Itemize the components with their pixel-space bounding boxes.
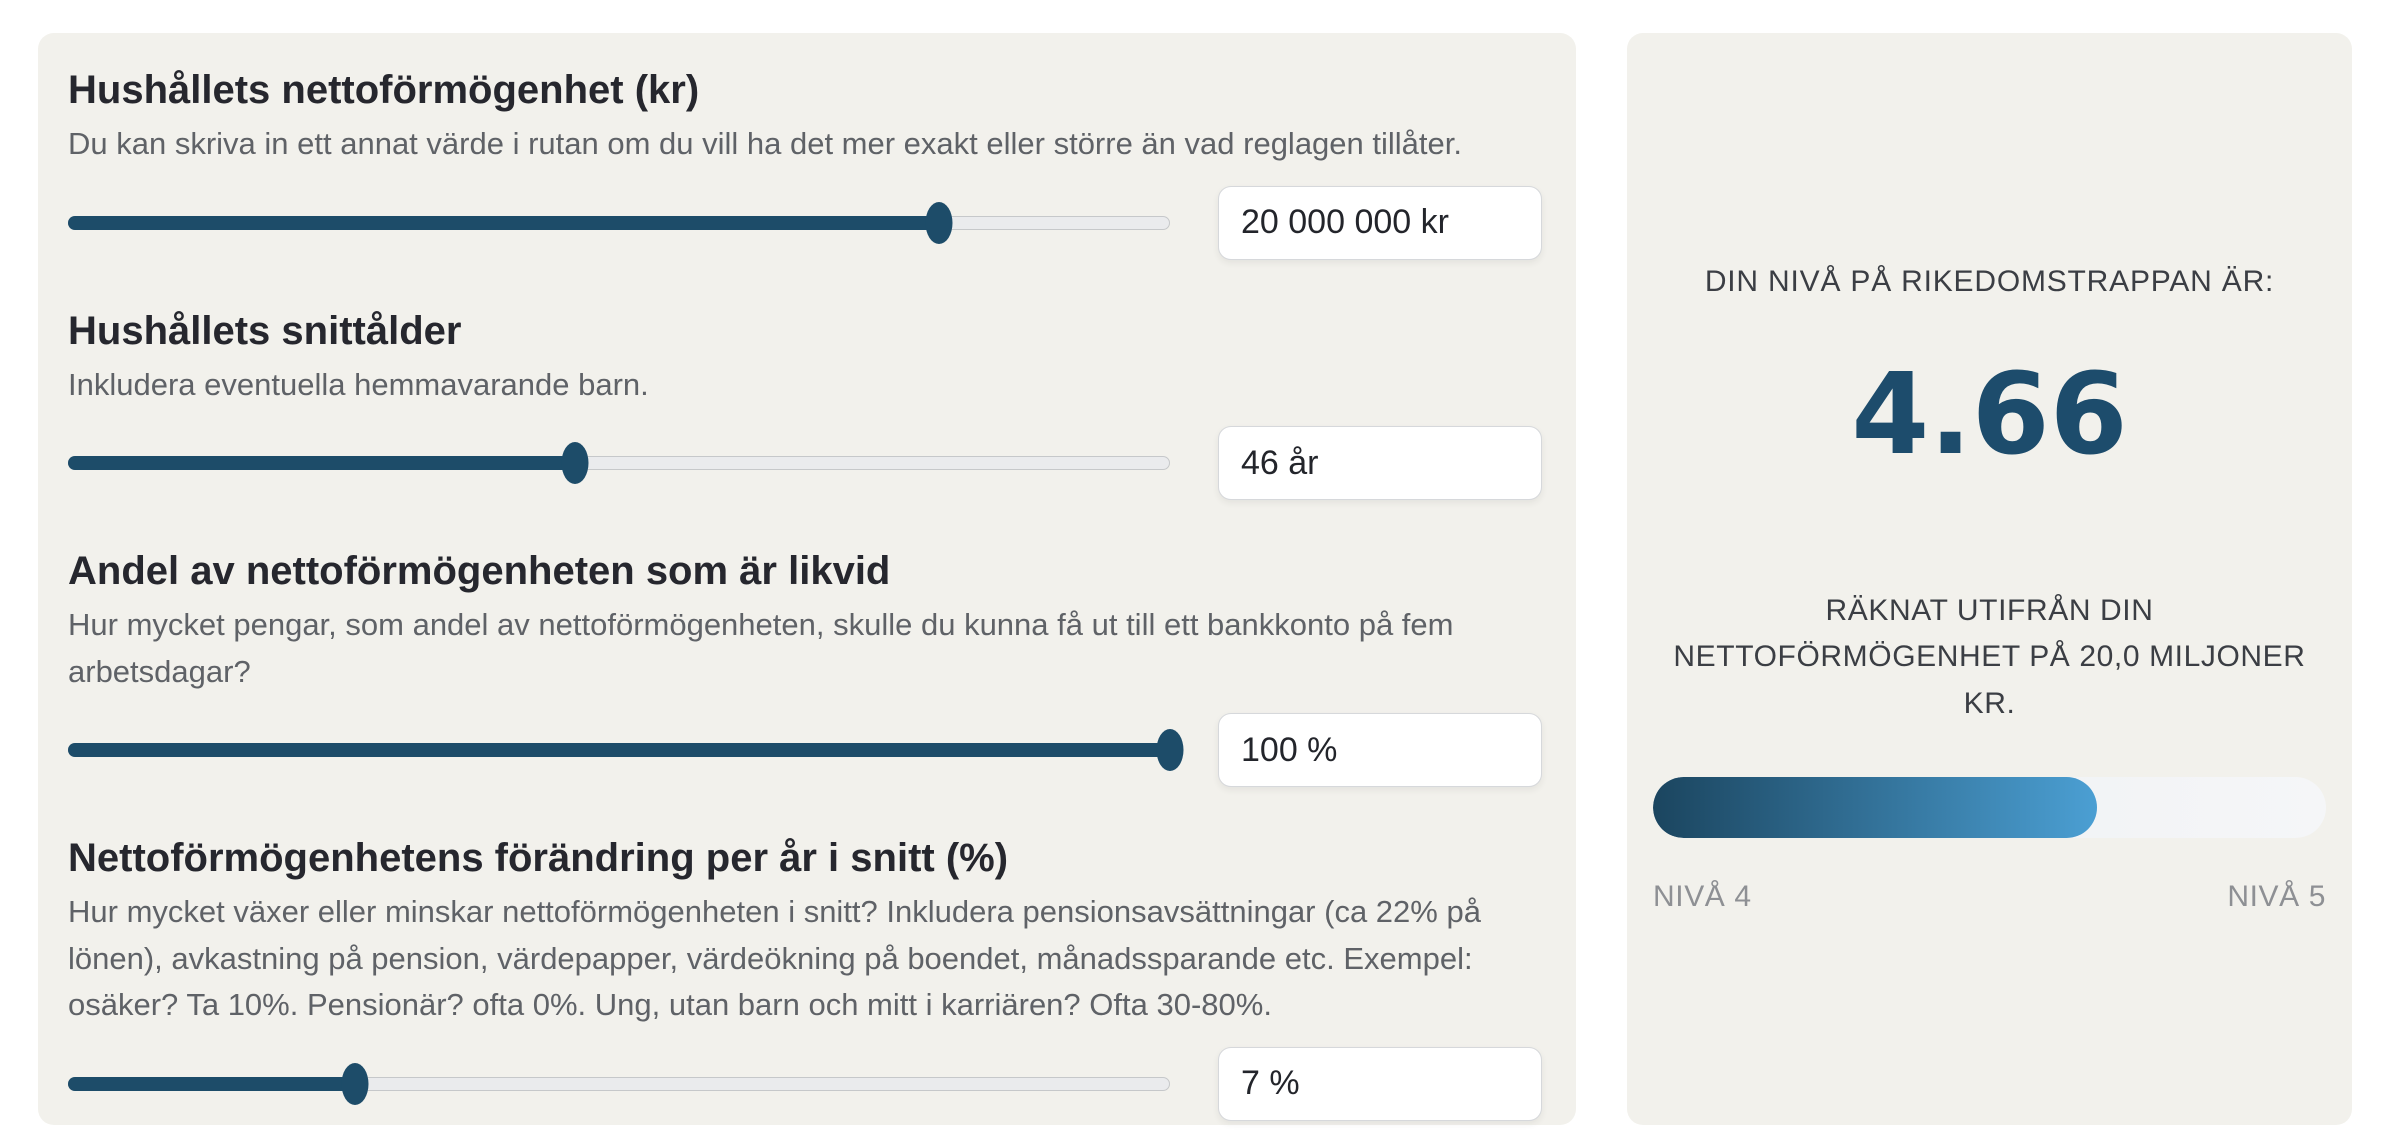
- section-net-worth: [68, 65, 1542, 264]
- yearly-change-slider-thumb[interactable]: [341, 1063, 368, 1105]
- section-average-age: [68, 306, 1542, 505]
- yearly-change-slider[interactable]: [68, 1062, 1170, 1106]
- yearly-change-slider-fill: [68, 1077, 355, 1091]
- net-worth-description: Du kan skriva in ett annat värde i rutan om du vill ha det mer exakt eller större än vad reglagen tillåter.: [68, 126, 1462, 161]
- yearly-change-input[interactable]: [1218, 1047, 1542, 1121]
- section-liquid-share: [68, 546, 1542, 791]
- liquid-share-slider[interactable]: [68, 728, 1170, 772]
- average-age-slider-thumb[interactable]: [561, 442, 588, 484]
- level-progress-fill: [1653, 777, 2097, 838]
- yearly-change-description: Hur mycket växer eller minskar nettoförmögenheten i snitt? Inkludera pensionsavsättningar (ca 22% på lönen), avkastning på pension, värdepapper, värdeökning på boendet, månadssparande etc. Exempel: osäker? Ta 10%. Pensionär? ofta 0%. Ung, utan barn och mitt i karriären? Ofta 30-80%.: [68, 894, 1481, 1022]
- liquid-share-description: Hur mycket pengar, som andel av nettoförmögenheten, skulle du kunna få ut till ett bankkonto på fem arbetsdagar?: [68, 607, 1454, 689]
- liquid-share-input[interactable]: [1218, 713, 1542, 787]
- liquid-share-title: Andel av nettoförmögenheten som är likvid: [68, 549, 891, 593]
- average-age-description: Inkludera eventuella hemmavarande barn.: [68, 366, 649, 402]
- net-worth-input[interactable]: [1218, 186, 1542, 260]
- section-yearly-change: [68, 833, 1542, 1125]
- level-progress-bar: [1653, 777, 2326, 838]
- level-labels-row: [1653, 880, 2326, 914]
- yearly-change-control-row: [68, 1043, 1542, 1125]
- average-age-control-row: [68, 422, 1542, 504]
- net-worth-title: Hushållets nettoförmögenhet (kr): [68, 68, 700, 112]
- result-level-value: 4.66: [1851, 350, 2128, 480]
- net-worth-slider-thumb[interactable]: [925, 202, 952, 244]
- liquid-share-slider-fill: [68, 743, 1170, 757]
- result-subtext: RÄKNAT UTIFRÅN DIN NETTOFÖRMÖGENHET PÅ 20,0 MILJONER KR.: [1673, 593, 2306, 720]
- calculator-inputs-card: [38, 33, 1576, 1125]
- average-age-title: Hushållets snittålder: [68, 308, 462, 353]
- net-worth-control-row: [68, 182, 1542, 264]
- liquid-share-control-row: [68, 709, 1542, 791]
- net-worth-slider-fill: [68, 216, 939, 230]
- level-label-next: NIVÅ 5: [2227, 880, 2326, 914]
- yearly-change-title: Nettoförmögenhetens förändring per år i snitt (%): [68, 836, 1009, 880]
- average-age-input[interactable]: [1218, 426, 1542, 500]
- average-age-slider[interactable]: [68, 441, 1170, 485]
- net-worth-slider[interactable]: [68, 201, 1170, 245]
- result-card: [1627, 33, 2352, 1125]
- average-age-slider-fill: [68, 456, 575, 470]
- level-label-current: NIVÅ 4: [1653, 880, 1752, 914]
- liquid-share-slider-thumb[interactable]: [1157, 729, 1184, 771]
- result-heading: DIN NIVÅ PÅ RIKEDOMSTRAPPAN ÄR:: [1704, 265, 2275, 298]
